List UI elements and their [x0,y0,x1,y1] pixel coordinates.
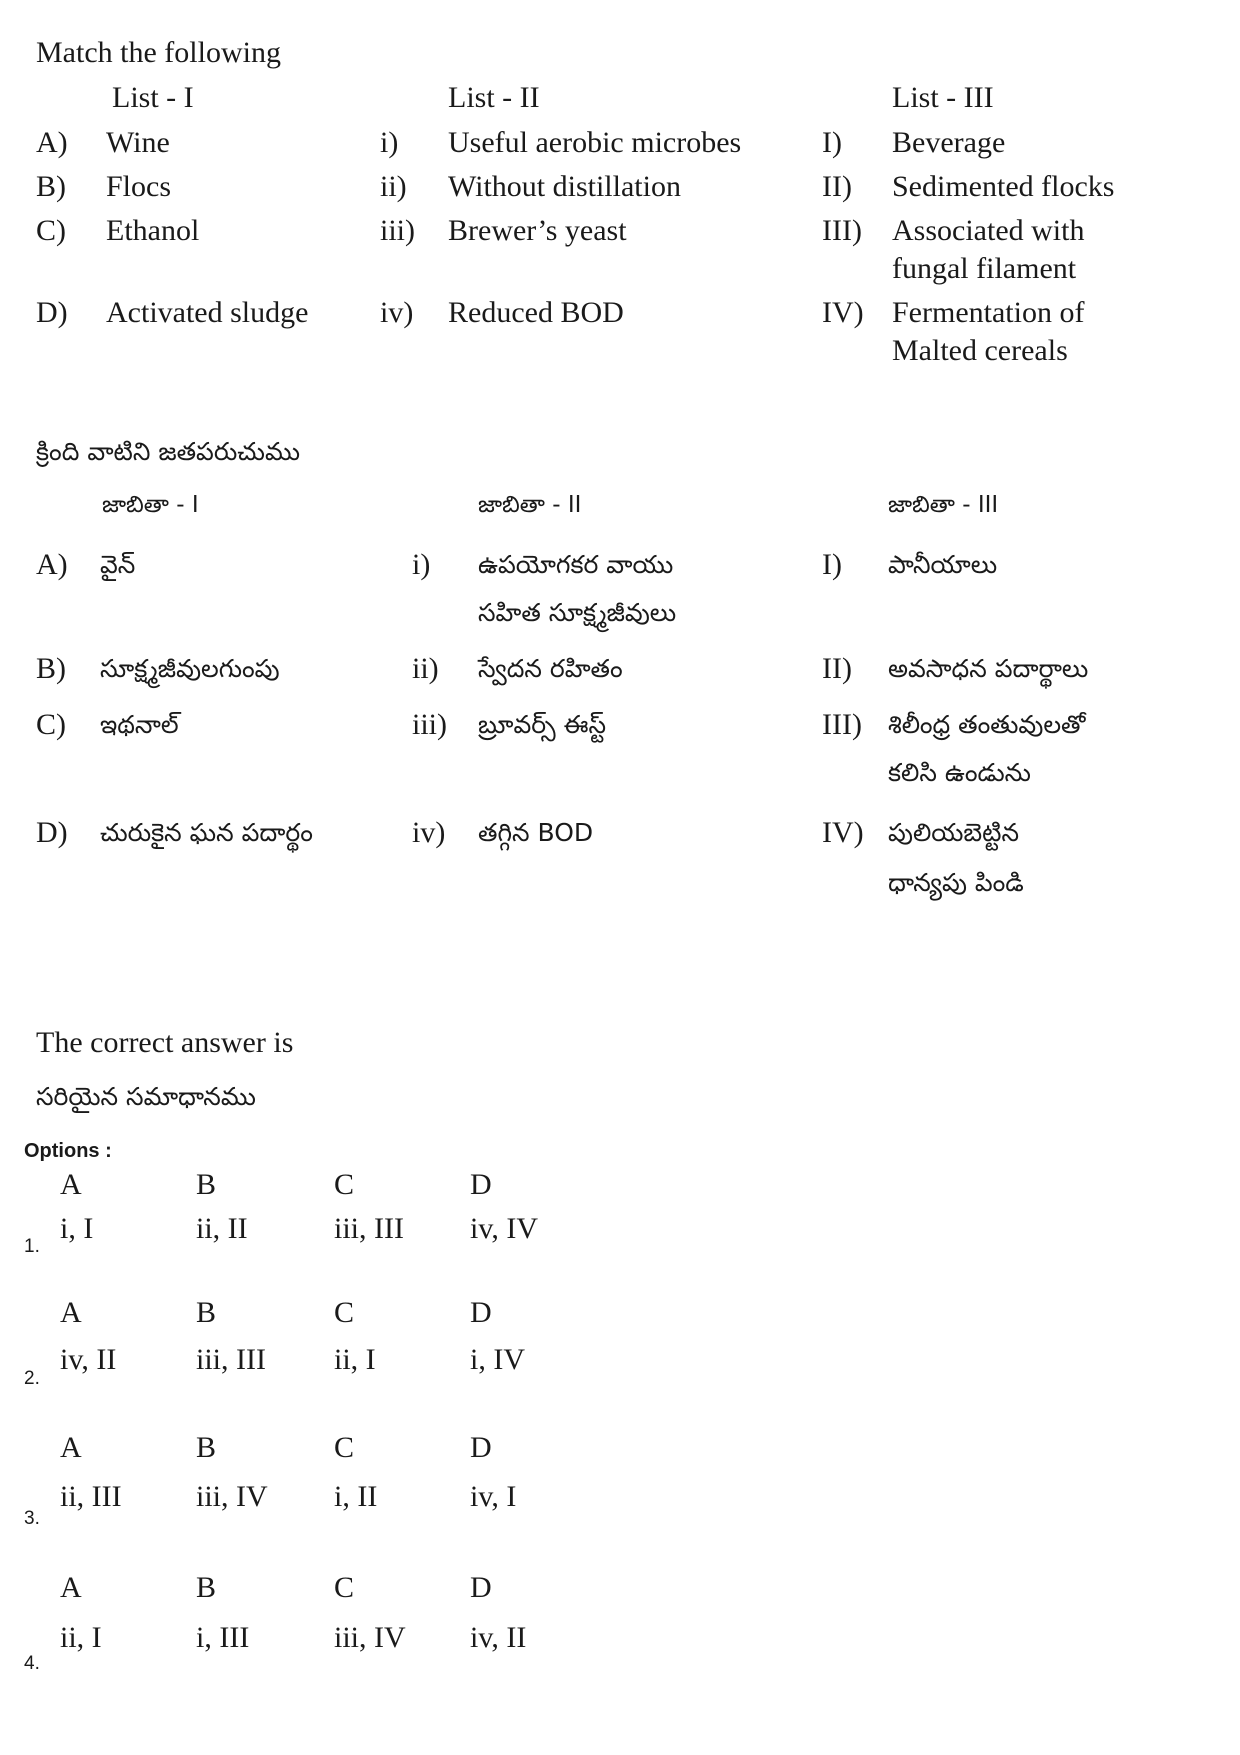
te-row-d-list3-line1: పులియబెట్టిన [888,818,1020,847]
en-row-c-list2: Brewer’s yeast [448,214,627,247]
te-row-b-list2: స్వేదన రహితం [478,654,623,683]
te-row-d-list2-marker: iv) [412,816,446,849]
instruction-en: Match the following [36,36,281,69]
en-row-d-list2-marker: iv) [380,296,414,329]
header-list-2: List - II [448,81,540,114]
option-1-val-b: ii, II [196,1212,248,1245]
option-2-head-b: B [196,1296,217,1329]
en-row-b-list3: Sedimented flocks [892,170,1115,203]
options-label: Options : [24,1140,112,1162]
option-4-val-a: ii, I [60,1621,102,1654]
option-4-number: 4. [24,1653,40,1674]
option-2-val-b: iii, III [196,1343,266,1376]
en-row-a-marker: A) [36,126,68,159]
te-row-d-list2: తగ్గిన BOD [478,818,594,847]
en-row-b-marker: B) [36,170,66,203]
en-row-d-list3-line1: Fermentation of [892,296,1085,329]
te-row-c-list3-line1: శిలీంధ్ర తంతువులతో [888,710,1086,739]
te-header-list-3: జాబితా - III [888,492,999,518]
te-row-c-marker: C) [36,708,66,741]
te-row-b-list1: సూక్ష్మజీవులగుంపు [100,654,280,683]
en-row-d-list2: Reduced BOD [448,296,624,329]
option-4-val-d: iv, II [470,1621,527,1654]
te-row-d-marker: D) [36,816,68,849]
te-row-b-marker: B) [36,652,66,685]
option-3-head-b: B [196,1431,217,1464]
en-row-c-list3-line1: Associated with [892,214,1085,247]
en-row-c-list2-marker: iii) [380,214,415,247]
header-list-3: List - III [892,81,994,114]
te-row-a-list1: వైన్ [100,550,136,579]
answer-prompt-en: The correct answer is [36,1026,294,1059]
option-1-head-b: B [196,1168,217,1201]
en-row-a-list2: Useful aerobic microbes [448,126,742,159]
en-row-a-list3: Beverage [892,126,1006,159]
option-1-val-a: i, I [60,1212,94,1245]
en-row-c-marker: C) [36,214,66,247]
te-row-c-list3-line2: కలిసి ఉండును [888,758,1031,787]
en-row-d-list1: Activated sludge [106,296,309,329]
te-row-c-list2-marker: iii) [412,708,447,741]
option-4-head-d: D [470,1571,492,1604]
option-3-head-a: A [60,1431,82,1464]
option-4-head-a: A [60,1571,82,1604]
te-row-a-marker: A) [36,548,68,581]
option-1-head-c: C [334,1168,355,1201]
option-3-head-c: C [334,1431,355,1464]
te-row-d-list1: చురుకైన ఘన పదార్థం [100,818,313,847]
en-row-b-list2-marker: ii) [380,170,407,203]
option-4-head-c: C [334,1571,355,1604]
option-1-head-a: A [60,1168,82,1201]
te-row-b-list3-marker: II) [822,652,852,685]
option-4-head-b: B [196,1571,217,1604]
answer-prompt-te: సరియైన సమాధానము [36,1082,256,1111]
option-2-number: 2. [24,1368,40,1389]
option-2-val-d: i, IV [470,1343,525,1376]
te-row-b-list2-marker: ii) [412,652,439,685]
option-3-val-a: ii, III [60,1480,122,1513]
option-2-head-c: C [334,1296,355,1329]
en-row-a-list1: Wine [106,126,170,159]
option-3-head-d: D [470,1431,492,1464]
te-header-list-1: జాబితా - I [102,492,199,518]
te-header-list-2: జాబితా - II [478,492,582,518]
en-row-c-list1: Ethanol [106,214,200,247]
option-1-number: 1. [24,1236,40,1257]
en-row-a-list3-marker: I) [822,126,842,159]
en-row-d-marker: D) [36,296,68,329]
option-2-val-c: ii, I [334,1343,376,1376]
option-3-val-b: iii, IV [196,1480,268,1513]
option-3-val-c: i, II [334,1480,378,1513]
option-1-val-c: iii, III [334,1212,404,1245]
option-4-val-b: i, III [196,1621,250,1654]
en-row-b-list3-marker: II) [822,170,852,203]
en-row-c-list3-marker: III) [822,214,862,247]
en-row-d-list3-marker: IV) [822,296,864,329]
te-row-a-list2-marker: i) [412,548,431,581]
te-row-c-list2: బ్రూవర్స్ ఈస్ట్ [478,710,607,739]
option-1-head-d: D [470,1168,492,1201]
te-row-c-list1: ఇథనాల్ [100,710,179,739]
header-list-1: List - I [112,81,194,114]
en-row-b-list2: Without distillation [448,170,681,203]
option-3-number: 3. [24,1508,40,1529]
option-4-val-c: iii, IV [334,1621,406,1654]
option-3-val-d: iv, I [470,1480,517,1513]
te-row-b-list3: అవసాధన పదార్థాలు [888,654,1089,683]
en-row-a-list2-marker: i) [380,126,399,159]
te-row-a-list2-line1: ఉపయోగకర వాయు [478,550,674,579]
instruction-te: క్రింది వాటిని జతపరుచుము [36,437,301,466]
option-1-val-d: iv, IV [470,1212,539,1245]
en-row-c-list3-line2: fungal filament [892,252,1077,285]
te-row-d-list3-line2: ధాన్యపు పిండి [888,868,1024,897]
te-row-a-list3-marker: I) [822,548,842,581]
te-row-a-list2-line2: సహిత సూక్ష్మజీవులు [478,598,677,627]
en-row-d-list3-line2: Malted cereals [892,334,1068,367]
option-2-head-d: D [470,1296,492,1329]
te-row-c-list3-marker: III) [822,708,862,741]
option-2-val-a: iv, II [60,1343,117,1376]
te-row-a-list3: పానీయాలు [888,550,998,579]
te-row-d-list3-marker: IV) [822,816,864,849]
option-2-head-a: A [60,1296,82,1329]
en-row-b-list1: Flocs [106,170,172,203]
